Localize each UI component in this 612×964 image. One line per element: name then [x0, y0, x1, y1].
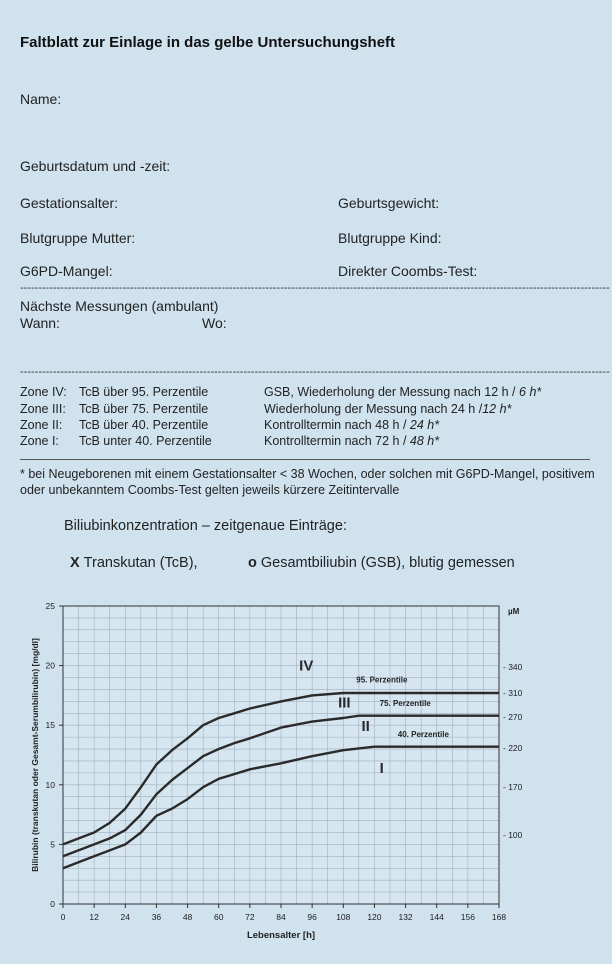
right-axis-tick-label: - 340 — [503, 661, 523, 672]
zone-action: Kontrolltermin nach 48 h / 24 h* — [264, 418, 440, 432]
right-axis-tick-label: - 270 — [503, 711, 523, 722]
footnote: * bei Neugeborenen mit einem Gestationsalter < 38 Wochen, oder solchen mit G6PD-Mangel, positivem oder unbekanntem Coombs-Test gelten jeweils kürzere Zeitintervalle — [20, 467, 595, 497]
divider — [20, 459, 590, 460]
zone-name: Zone IV: — [20, 385, 67, 399]
x-marker-icon: X — [70, 555, 80, 571]
x-axis-label: Lebensalter [h] — [246, 930, 316, 941]
right-axis-tick-label: - 220 — [503, 742, 523, 753]
x-tick-label: 72 — [245, 912, 255, 922]
x-tick-label: 48 — [182, 912, 193, 922]
x-tick-label: 156 — [460, 912, 475, 922]
zone-name: Zone III: — [20, 402, 66, 416]
zone-label: II — [361, 718, 370, 736]
right-axis-tick-label: - 310 — [503, 688, 523, 699]
zone-tcb: TcB über 95. Perzentile — [79, 385, 209, 399]
x-tick-label: 108 — [336, 912, 351, 922]
x-tick-label: 60 — [213, 912, 224, 922]
bilirubin-nomogram — [0, 590, 612, 964]
zone-row — [20, 385, 67, 399]
zone-name: Zone II: — [20, 418, 63, 432]
page-title: Faltblatt zur Einlage in das gelbe Untersuchungsheft — [20, 34, 396, 51]
zone-action: GSB, Wiederholung der Messung nach 12 h / 6 h* — [264, 385, 542, 399]
legend-gsb: o Gesamtbiliubin (GSB), blutig gemessen — [248, 555, 515, 571]
x-tick-label: 84 — [276, 912, 286, 922]
birth-label: Geburtsdatum und -zeit: — [20, 158, 171, 174]
zone-label: III — [338, 694, 351, 712]
zone-tcb: TcB über 75. Perzentile — [79, 402, 209, 416]
next-measurements-heading: Nächste Messungen (ambulant) — [20, 298, 219, 314]
zone-tcb: TcB über 40. Perzentile — [79, 418, 209, 432]
y-tick-label: 25 — [45, 601, 55, 611]
blood-mother-label: Blutgruppe Mutter: — [20, 230, 136, 246]
where-label: Wo: — [202, 315, 227, 331]
divider: ----------------------------------------------------------------------------------------------------------------------------------------------------------------- — [20, 282, 610, 294]
legend-tcb: X Transkutan (TcB), — [70, 555, 198, 571]
y-axis-label: Bilirubin (transkutan oder Gesamt-Serumbilirubin) [mg/dl] — [30, 638, 40, 872]
when-label: Wann: — [20, 315, 60, 331]
right-axis-unit: µM — [508, 607, 520, 616]
curve-label: 75. Perzentile — [379, 699, 431, 709]
name-label: Name: — [20, 91, 62, 107]
x-tick-label: 132 — [398, 912, 413, 922]
zone-action: Wiederholung der Messung nach 24 h /12 h* — [264, 402, 512, 416]
right-axis-tick-label: - 100 — [503, 829, 523, 840]
x-tick-label: 36 — [151, 912, 162, 922]
g6pd-label: G6PD-Mangel: — [20, 263, 113, 279]
birth-weight-label: Geburtsgewicht: — [338, 195, 440, 211]
zone-action: Kontrolltermin nach 72 h / 48 h* — [264, 434, 440, 448]
y-tick-label: 20 — [45, 660, 55, 671]
x-tick-label: 120 — [367, 912, 382, 922]
legend-heading: Biliubinkonzentration – zeitgenaue Einträge: — [64, 518, 347, 534]
gestational-age-label: Gestationsalter: — [20, 195, 119, 211]
right-axis-tick-label: - 170 — [503, 782, 523, 793]
blood-child-label: Blutgruppe Kind: — [338, 230, 442, 246]
y-tick-label: 15 — [45, 720, 55, 731]
x-tick-label: 0 — [60, 912, 66, 922]
zone-name: Zone I: — [20, 434, 59, 448]
x-tick-label: 144 — [429, 912, 444, 922]
y-tick-label: 0 — [50, 899, 55, 909]
coombs-label: Direkter Coombs-Test: — [338, 263, 478, 279]
divider: ----------------------------------------------------------------------------------------------------------------------------------------------------------------- — [20, 366, 610, 378]
zone-label: I — [379, 759, 384, 777]
x-tick-label: 168 — [491, 912, 507, 922]
x-tick-label: 96 — [307, 912, 317, 922]
o-marker-icon: o — [248, 555, 257, 571]
zone-label: IV — [299, 657, 314, 675]
x-tick-label: 24 — [120, 912, 131, 922]
y-tick-label: 5 — [50, 839, 55, 850]
x-tick-label: 12 — [89, 912, 99, 922]
zone-tcb: TcB unter 40. Perzentile — [79, 434, 212, 448]
curve-label: 40. Perzentile — [397, 730, 449, 740]
y-tick-label: 10 — [45, 779, 55, 790]
curve-label: 95. Perzentile — [356, 675, 408, 685]
